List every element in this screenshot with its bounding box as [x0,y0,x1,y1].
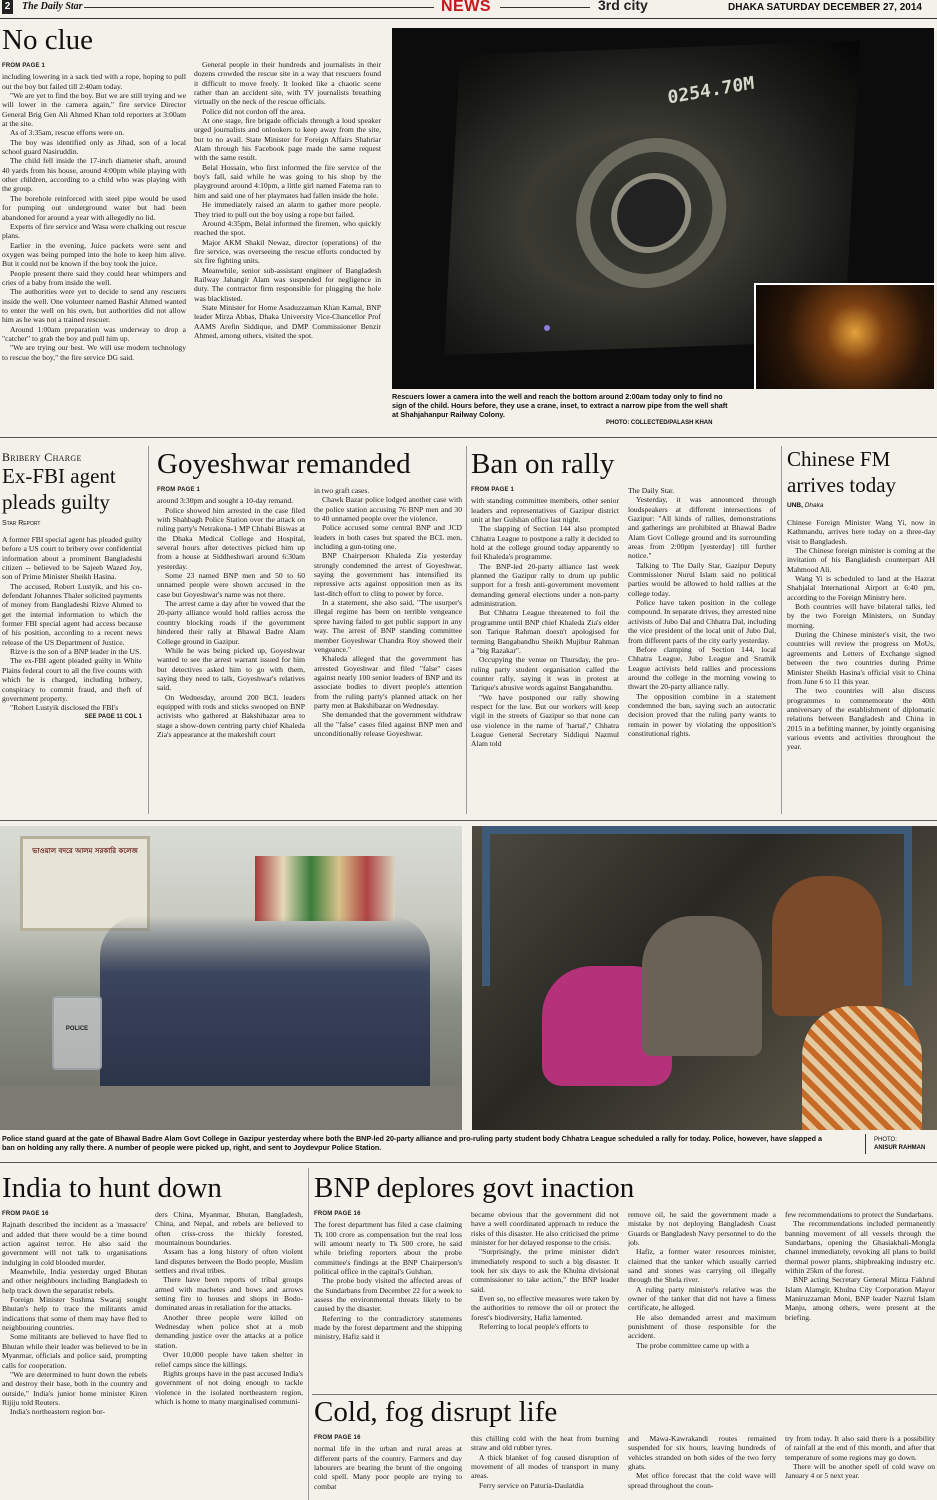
fbi-para: A former FBI special agent has pleaded guilty before a US court to bribery over confidential information about a prominent Bangladeshi citizen -- believed to be Sajeeb Wazed Joy, son of Prime Minister Sheikh Hasina. [2,535,142,582]
rally-para: with standing committee members, other senior leaders and representatives of Gazipur district unit at her Gulshan office last night. [471,496,619,525]
cold-para: There will be another spell of cold wave on January 4 or 5 next year. [785,1462,935,1481]
india-column-2 [155,1210,303,1500]
cold-column-4 [785,1434,935,1500]
goyeshwar-para: Khaleda alleged that the government has arrested Goyeshwar and filed "false" cases against nearly 100 senior leaders of BNP and its associate bodies to divert people's attention from the ruling party's planned attack on her party men at Bakshibazar on Wednesday. [314,654,462,710]
from-page-label: FROM PAGE 16 [2,1211,49,1217]
no-clue-para: including lowering in a sack tied with a rope, hoping to pull out the boy but failed till 2:40am today. [2,72,186,91]
byline-place: Dhaka [804,502,824,509]
india-para: "We are determined to hunt down the rebels and destroy their base, both in the country and outside," India's junior home minister Kiren Rijiju told Reuters. [2,1369,147,1407]
goyeshwar-para: around 3:30pm and sought a 10-day remand. [157,496,294,506]
chinese-fm-byline [787,502,824,509]
goyeshwar-para: Some 23 named BNP men and 50 to 60 unnamed people were shown accused in the case but Goyeshwar's name was not there. [157,571,305,599]
headline-no-clue: No clue [2,24,93,56]
fbi-kicker: Bribery Charge [2,450,82,464]
rally-para: The Daily Star. [628,486,675,495]
fbi-para: The ex-FBI agent pleaded guilty in White Plains federal court to all the five counts with which he is charged, including bribery, conspiracy to commit fraud, and theft of government property. [2,656,142,703]
headline-arrives-today: arrives today [787,473,897,497]
crane-inset-photo [754,283,934,389]
rally-para: Talking to The Daily Star, Gazipur Deputy Commissioner Nurul Islam said no political parties would be allowed to hold rallies at the college today. [628,560,776,598]
cold-para: normal life in the urban and rural areas at different parts of the country. Farmers and day labourers are bearing the brunt of the ongoing cold spell. Many poor people are trying to combat [314,1444,462,1491]
india-para: Over 10,000 people have taken shelter in relief camps since the killings. [155,1350,303,1369]
goyeshwar-para: BNP Chairperson Khaleda Zia yesterday strongly condemned the arrest of Goyeshwar, saying the government has intensified its repressive acts against opposition men as its last-ditch effort to cling to power by force. [314,551,462,598]
paper-name: The Daily Star [22,1,83,12]
bnp-column-3 [628,1210,776,1390]
cold-para: Met office forecast that the cold wave will spread throughout the coun- [628,1471,776,1490]
headline-chinese-fm: Chinese FM [787,447,891,471]
rally-para: The BNP-led 20-party alliance last week planned the Gazipur rally to drum up public support for a fresh anti-government movement demanding general elections under a non-party administration. [471,561,619,609]
shield-label: POLICE [65,1026,89,1032]
no-clue-para: The child fell inside the 17-inch diameter shaft, around 40 yards from his house, around 4:00pm while playing with other children, according to a child who was playing with the group. [2,156,186,194]
fbi-jump-line: SEE PAGE 11 COL 1 [84,713,142,720]
chinese-fm-column [787,518,935,814]
no-clue-para: Police did not cordon off the area. [202,106,306,116]
no-clue-para: Around 1:00am preparation was underway to drop a "catcher" to grab the boy and pull him up. [2,324,186,343]
credit-name: ANISUR RAHMAN [874,1145,926,1151]
goyeshwar-para: The arrest came a day after he vowed that the 20-party alliance would hold rallies across the country blocking roads if the government hindered their rally at Bhawal Badre Alam College ground in Gazipur. [157,599,305,646]
masthead-underline [0,18,937,19]
no-clue-para: As of 3:35am, rescue efforts were on. [10,128,125,138]
rally-column-1 [471,486,619,814]
arrest-van-photo [472,826,937,1130]
posters-banner [255,856,395,921]
goyeshwar-column-2 [314,486,462,814]
rally-para: The opposition combine in a statement condemned the ban, saying such an autocratic decision proved that the ruling party wants to remain in power by violating the opposition's constitutional rights. [628,691,776,738]
headline-cold-fog: Cold, fog disrupt life [314,1396,558,1428]
divider-fbi [148,446,149,814]
rally-column-2 [628,486,776,814]
cold-para: try from today. It also said there is a possibility of rainfall at the end of this month, and after that temperature of some regions may go down. [785,1434,935,1462]
no-clue-para: At one stage, fire brigade officials through a loud speaker urged journalists and onlookers to keep away from the site, but to no avail. State Minister for Foreign Affairs Shahriar Alam through his Facebook page made the same request with the same result. [194,116,381,163]
chinese-fm-para: Wang Yi is scheduled to land at the Hazrat Shahjalal International Airport at 6:40 pm, according to the Foreign Ministry here. [787,574,935,602]
road-surface [0,1086,462,1130]
goyeshwar-para: While he was being picked up, Goyeshwar wanted to see the arrest warrant issued for him but detectives asked him to go with them, saying they need to talk, Goyeshwar's relatives said. [157,645,305,693]
detainee-shawl [772,876,882,1016]
rally-para: Before clamping of Section 144, local Chhatra League, Jubo League and Sramik League activists held rallies and processions around the college in the morning vowing to thwart the 20-party alliance rally. [628,644,776,692]
section-divider-top [0,437,937,438]
credit-divider [865,1134,866,1154]
no-clue-para: Belal Hossain, who first informed the fire service of the boy's fall, said while he was going to his shop by the playground around 4:10pm, a little girl named Fatema ran to him and said one of her playmates had fallen inside the hole. [194,162,381,200]
no-clue-para: General people in their hundreds and journalists in their dozens crowded the rescue site in a way that rescuers found it difficult to move freely. It looked like a chaotic scene rather than an accident site, with TV journalists breathing virtually on the neck of the rescue officials. [194,60,381,107]
from-page-label: FROM PAGE 1 [2,63,46,69]
fbi-column [2,535,142,805]
depth-readout: 0254.70M [666,72,756,109]
well-camera-photo [392,28,934,389]
no-clue-para: Around 4:35pm, Belal informed the firemen, who quickly reached the spot. [194,218,381,238]
masthead-rule-left [84,7,434,8]
bnp-para: The probe body visited the affected areas of the Sundarbans from December 22 for a week to assess the environmental threats likely to be caused by the disaster. [314,1276,462,1314]
well-photo-credit: PHOTO: COLLECTED/PALASH KHAN [606,420,713,426]
bnp-para: few recommendations to protect the Sundarbans. [785,1210,934,1219]
bnp-para: became obvious that the government did not have a well coordinated approach to reduce the risks of this disaster. He also criticised the prime minister for her delayed response to the crisis. [471,1210,619,1248]
india-para: There have been reports of tribal groups armed with machetes and bows and arrows setting fire to houses and shops in Bodo-dominated areas in retaliation for the attacks. [155,1275,303,1313]
section-label: NEWS [441,0,491,15]
chinese-fm-para: During the Chinese minister's visit, the two countries will review the progress on MoUs, agreements and Letters of Exchange signed between the two countries during Prime Minister Sheikh Hasina's official visit to China from June 6 to 11 this year. [787,630,935,686]
india-para: Assam has a long history of often violent land disputes between the Bodo people, Muslim settlers and rival tribes. [155,1247,303,1276]
rally-para: Occupying the venue on Thursday, the pro-ruling party student organisation called the counter rally, saying it was in protest at Tarique's abusive words against Bangabandhu. [471,655,619,693]
india-para: Rajnath described the incident as a 'massacre' and added that there would be a time bound action against terror. He also said the government will not talk to organisations indulging in cold blooded murder. [2,1220,147,1267]
no-clue-column-2 [194,60,381,430]
bnp-para: A ruling party minister's relative was the owner of the tanker that did not have a fitness certificate, he alleged. [628,1284,776,1313]
goyeshwar-column-1 [157,486,305,814]
no-clue-column-1 [2,62,186,430]
fbi-byline: Star Report [2,520,41,527]
from-page-label: FROM PAGE 1 [471,487,515,493]
india-para: India's northeastern region bor- [10,1407,106,1417]
chinese-fm-para: The Chinese foreign minister is coming at the invitation of his Bangladesh counterpart AH Mahmood Ali. [787,546,935,574]
masthead-rule-right [500,7,590,8]
byline-agency: UNB, [787,502,803,509]
from-page-label: FROM PAGE 1 [157,487,201,493]
no-clue-para: The borehole reinforced with steel pipe would be used for pumping out underground water but had been abandoned for around a year with allegedly no lid. [2,193,186,222]
goyeshwar-para: She demanded that the government withdraw all the "false" cases filed against BNP men and unconditionally release Goyeshwar. [314,710,462,738]
india-para: Meanwhile, India yesterday urged Bhutan and other neighbours including Bangladesh to help track down the separatist rebels. [2,1267,147,1295]
india-para: Some militants are believed to have fled to Bhutan while their leader was believed to be in Myanmar, officials and police said, prompting calls for cooperation. [2,1332,147,1370]
bnp-para: remove oil, he said the government made a mistake by not deploying Bangladesh Coast Guards or Bangladesh Navy personnel to do the job. [628,1210,776,1248]
bnp-column-2 [471,1210,619,1390]
goyeshwar-para: In a statement, she also said, "The usurper's illegal regime has been on terrible vengeance spree having failed to get public support in any way. The arrest of BNP standing committee member Goyeshwar Chandra Roy showed their vengeance." [314,598,462,654]
masthead [0,0,937,18]
bnp-para: Referring to the contradictory statements made by the forest department and the shipping ministry, Hafiz said it [314,1313,462,1342]
chinese-fm-para: The two countries will also discuss programmes to commemorate the 40th anniversary of the establishment of diplomatic relations between Bangladesh and China in 2015 in a befitting manner, by jointly organising various events and activities throughout the year. [787,686,935,752]
no-clue-para: Meanwhile, senior sub-assistant engineer of Bangladesh Railway Jahangir Alam was suspended for negligence in duty. The contractor firm responsible for plugging the hole was blacklisted. [194,265,381,303]
no-clue-para: "We are trying our best. We will use modern technology to rescue the boy," the fire service DG said. [2,343,186,362]
cold-para: Ferry service on Paturia-Daulatdia [479,1480,584,1490]
headline-goyeshwar-remanded: Goyeshwar remanded [157,448,411,480]
no-clue-para: Earlier in the evening, Juice packets were sent and oxygen was being pumped into the hole to keep him alive. But it could not be known if the boy took the juice. [2,240,186,269]
rally-para: But Chhatra League threatened to foil the programme until BNP chief Khaleda Zia's elder son Tarique Rahman doesn't apologised for terming Bangabandhu Sheikh Mujibur Rahman a "big Razakar". [471,608,619,655]
headline-ban-on-rally: Ban on rally [471,448,615,480]
divider-cold [312,1394,937,1395]
page-number: 2 [2,0,13,14]
from-page-label: FROM PAGE 16 [314,1211,361,1217]
police-gate-photo [0,826,462,1130]
fbi-para: Rizve is the son of a BNP leader in the US. [10,647,142,657]
police-shield [52,996,102,1070]
no-clue-para: The boy was identified only as Jihad, son of a local school guard Nasiruddin. [2,137,186,157]
headline-india-to-hunt-down: India to hunt down [2,1172,222,1204]
section-divider-middle [0,820,937,821]
cold-column-3 [628,1434,776,1500]
rally-para: Yesterday, it was announced through loudspeakers at different intersections of Gazipur: "All kinds of rallies, demonstrations and gatherings are prohibited at Bhawal Badre Alam Govt College ground and its surrounding areas from 2:00pm [yesterday] till further notice." [628,495,776,561]
no-clue-para: He immediately raised an alarm to gather more people. They tried to pull out the boy using a rope but failed. [194,200,381,219]
india-para: Rights groups have in the past accused India's government of not doing enough to tackle violence in the isolated northeastern region, which is home to many marginalised communi- [155,1368,303,1406]
bnp-para: BNP acting Secretary General Mirza Fakhrul Islam Alamgir, Khulna City Corporation Mayor Maniruzzaman Moni, BNP leader Nazrul Islam Manju, among others, were present at the briefing. [785,1275,935,1322]
rally-para: "We have postponed our rally showing respect for the law. But our workers will keep vigil in the streets of Gazipur so that none can use violence in the name of 'hartal'," Chhatra League General Secretary Siddiqui Nazmul Alam told [471,692,619,749]
section-divider-bottom [0,1162,937,1163]
bnp-column-1 [314,1210,462,1390]
bnp-para: Referring to local people's efforts to [479,1322,589,1332]
india-column-1 [2,1210,147,1500]
bnp-para: He also demanded arrest and maximum punishment of those responsible for the accident. [628,1312,776,1341]
cold-para: this chilling cold with the heat from burning straw and old rubber tyres. [471,1434,619,1453]
india-para: Another three people were killed on Wednesday when police shot at a mob demanding justice over the attacks at a police station. [155,1312,303,1350]
chinese-fm-para: Both countries will have bilateral talks, led by the two Foreign Ministers, on Sunday morning. [787,602,935,630]
man-with-scarf [802,1006,922,1130]
india-para: ders China, Myanmar, Bhutan, Bangladesh, China, and Nepal, and rebels are believed to often criss-cross the thickly forested, mountainous boundaries. [155,1210,303,1248]
no-clue-para: Major AKM Shakil Newaz, director (operations) of the fire service, was overseeing the rescue efforts conducted by six fire fighting units. [194,237,381,266]
rally-para: The slapping of Section 144 also prompted Chhatra League to postpone a rally it decided to hold at the college ground today apparently to foil Khaleda's programme. [471,524,619,562]
goyeshwar-para: in two graft cases. [314,486,370,495]
well-photo-caption: Rescuers lower a camera into the well and reach the bottom around 2:00am today only to find no sign of the child. Hours before, they use a crane, inset, to extract a narrow pipe from the well shaft at Shahjahanpur Railway Colony. [392,392,728,419]
bnp-column-4 [785,1210,935,1390]
bnp-para: Even so, no effective measures were taken by the authorities to remove the oil or protect the forest's biodiversity, Hafiz lamented. [471,1294,619,1322]
headline-ex-fbi-agent: Ex-FBI agent [2,464,116,488]
screen-indicator-light [544,325,550,331]
headline-bnp-deplores: BNP deplores govt inaction [314,1172,635,1204]
cold-para: and Mawa-Kawrakandi routes remained suspended for six hours, leaving hundreds of vehicles stranded on both sides of the two ferry ghats. [628,1434,776,1472]
subsection-label: 3rd city [598,0,648,13]
no-clue-para: Experts of fire service and Wasa were chalking out rescue plans. [2,221,186,241]
police-line [100,916,430,1106]
chinese-fm-para: Chinese Foreign Minister Wang Yi, now in Kathmandu, arrives here today on a three-day visit to Bangladesh. [787,518,935,546]
divider-india [308,1168,309,1500]
detainee-back [642,916,762,1056]
divider-rally [781,446,782,814]
credit-label: PHOTO: [874,1137,897,1143]
cold-column-2 [471,1434,619,1500]
no-clue-para: State Minister for Home Asaduzzaman Khan Kamal, BNP leader Mirza Abbas, Dhaka University Vice-Chancellor Prof AAMS Arefin Siddique, and DMP Commissioner Benzir Ahmed, among others, visited the spot. [194,302,381,340]
goyeshwar-para: On Wednesday, around 200 BCL leaders equipped with rods and sticks swooped on BNP activists who gathered at Bakshibazar area to stage a show-down centring party chief Khaleda Zia's appearance at the makeshift court [157,692,305,739]
divider-goyeshwar [466,446,467,814]
india-para: Foreign Minister Sushma Swaraj sought Bhutan's help to trace the militants amid indications that some of them may have fled to neighbouring countries. [2,1295,147,1333]
rally-para: Police have taken position in the college compound. In separate drives, they arrested nine activists of Jubo Dal and Chhatra Dal, including the vice president of the local unit of Jubo Dal, from different parts of the city early yesterday. [628,598,776,645]
middle-photo-credit [874,1136,925,1152]
goyeshwar-para: Police showed him arrested in the case filed with Shahbagh Police Station over the attack on ruling party's Netrakona-1 MP Chhabi Biswas at the Dhaka Medical College and Hospital, several hours after detectives picked him up from a house at Siddheshwari around 6:30am yesterday. [157,505,305,571]
gate-sign-text: ভাওয়াল বদরে আলম সরকারি কলেজ [32,847,138,855]
headline-pleads-guilty: pleads guilty [2,490,110,514]
bnp-para: The probe committee came up with a [636,1340,750,1350]
goyeshwar-para: Chawk Bazar police lodged another case with the police station accusing 76 BNP men and 30 to 40 unnamed people over the violence. [314,495,462,524]
dateline: DHAKA SATURDAY DECEMBER 27, 2014 [728,2,922,13]
bnp-para: "Surprisingly, the prime minister didn't immediately respond to such a big disaster. It took her six days to ask the Khulna divisional commissioner to take action," the BNP leader said. [471,1247,619,1294]
cold-column-1 [314,1434,462,1500]
no-clue-para: People present there said they could hear whimpers and cries of a baby from inside the well. [2,268,186,287]
middle-photos-caption: Police stand guard at the gate of Bhawal Badre Alam Govt College in Gazipur yesterday where both the BNP-led 20-party alliance and pro-ruling party student body Chhatra League scheduled a rally for today. Police, however, have slapped a ban on holding any rally there. A number of people were picked up, right, and sent to Joydevpur Police Station. [2,1134,822,1152]
bnp-para: The recommendations included permanently banning movement of all vessels through the Sundarbans, opening the Ghasiakhali-Mongla channel immediately, revoking all plans to build thermal power plants, shipbreaking industry etc. within 25km of the forest. [785,1219,935,1276]
fbi-para: The accused, Robert Lustyik, and his co-defendant Johannes Thaler solicited payments of money from Bangladeshi Rizve Ahmed to get the internal information to which the former FBI special agent had access because of his position, according to a recent news release of the US Department of Justice. [2,581,142,647]
goyeshwar-para: Police accused some central BNP and JCD leaders in both cases but spared the BCL men, including a gun-toting one. [314,523,462,552]
from-page-label: FROM PAGE 16 [314,1435,361,1441]
no-clue-para: "We are yet to find the boy. But we are still trying and we will lower in the camera again," fire service Director General Brig Gen Ali Ahmed Khan told reporters at 3:00am at the site. [2,91,186,129]
bnp-para: Hafiz, a former water resources minister, claimed that the tanker which usually carried sand and stones was carrying oil illegally through the Shela river. [628,1247,776,1285]
cold-para: A thick blanket of fog caused disruption of movement of all modes of transport in many areas. [471,1452,619,1481]
bnp-para: The forest department has filed a case claiming Tk 100 crore as compensation but the real loss will amount nearly to Tk 500 crore, he said while briefing reporters about the probe committee's findings at the BNP Chairperson's political office in the capital's Gulshan. [314,1220,462,1277]
no-clue-para: The authorities were yet to decide to send any rescuers inside the well. One volunteer named Bashir Ahmed wanted to enter the well on his own, but authorities did not allow him as he was not a trained rescuer. [2,287,186,325]
fbi-para: "Robert Lustyik disclosed the FBI's [10,703,119,713]
